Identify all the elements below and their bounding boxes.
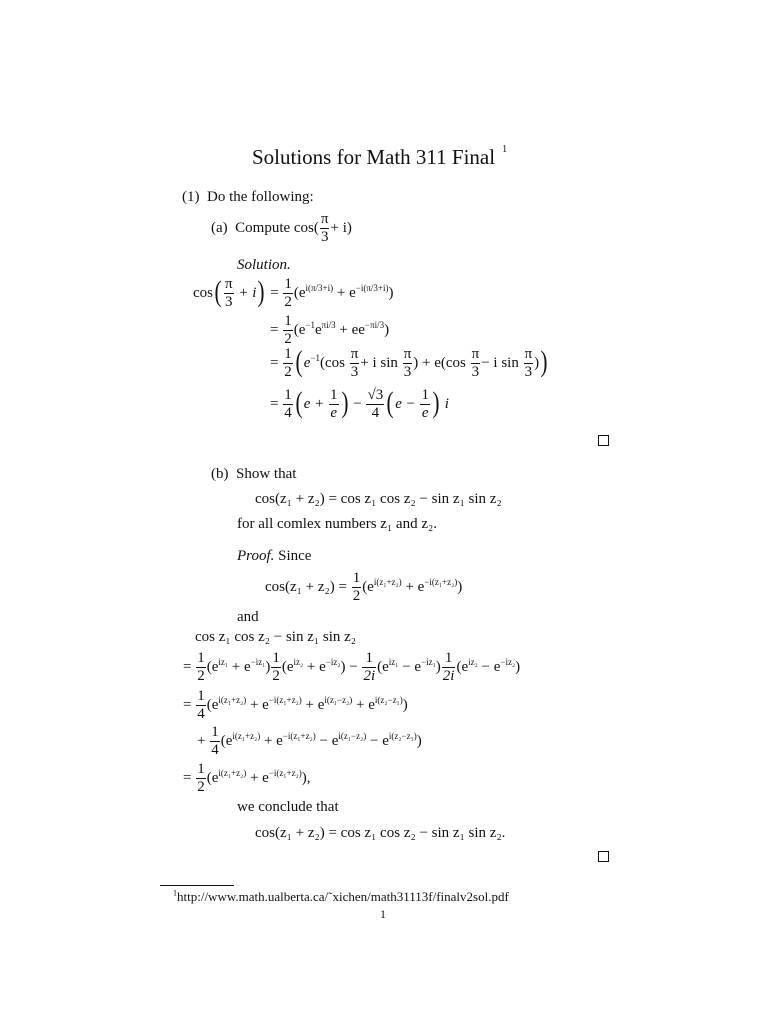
proof-since-equation: cos(z₁ + z₂) = $\frac{1}{2}$ $(e^{i(z_1+z_2)} + e^{-i(z_1+z_2)})$ <box>265 570 463 604</box>
footnote-rule <box>160 885 234 886</box>
proof-label: Proof. Since <box>237 548 312 564</box>
forall-statement: for all comlex numbers z₁ and z₂. <box>237 516 437 532</box>
solution-label: Solution. <box>237 257 291 273</box>
proof-line-1: = $\frac{1}{2}$ $(e^{iz_1} + e^{-iz_1})$ $\frac{1}{2}$ $(e^{iz_2} + e^{-iz_2})$ − $\frac{1}{2i}$ $(e^{iz_1} - e^{-iz_1})$ $\frac{1}{2i}$ $(e^{iz_2} - e^{-iz_2})$ <box>183 650 521 684</box>
proof-rhs-head: cos z₁ cos z₂ − sin z₁ sin z₂ <box>195 629 357 645</box>
solution-line-2: = $\frac{1}{2}$ $(e^{-1}e^{\pi i/3} + ee^{-\pi i/3})$ <box>270 313 390 347</box>
proof-conclude: we conclude that <box>237 799 339 815</box>
qed-box <box>598 851 609 862</box>
solution-line-4: = $\frac{1}{4}$ ( e + $\frac{1}{e}$ ) − $\frac{√3}{4}$ ( e − $\frac{1}{e}$ ) i <box>270 386 449 421</box>
problem-1b: (b) Show that <box>211 466 297 482</box>
footnote-url[interactable]: http://www.math.ualberta.ca/˜xichen/math31113f/finalv2sol.pdf <box>177 889 509 904</box>
identity-statement: cos(z₁ + z₂) = cos z₁ cos z₂ − sin z₁ sin z₂ <box>255 491 502 507</box>
title-footnote-mark: 1 <box>502 144 508 155</box>
proof-line-2: = $\frac{1}{4}$ $(e^{i(z_1+z_2)} + e^{-i(z_1+z_2)} + e^{i(z_1-z_2)} + e^{i(z_2-z_1)})$ <box>183 688 408 722</box>
footnote: $^1$http://www.math.ualberta.ca/˜xichen/math31113f/finalv2sol.pdf <box>173 888 509 904</box>
page-number: 1 <box>380 907 386 921</box>
proof-line-3: + $\frac{1}{4}$ $(e^{i(z_1+z_2)} + e^{-i(z_1+z_2)} - e^{i(z_1-z_2)} - e^{i(z_2-z_1)})$ <box>197 724 422 758</box>
problem-1a: (a) Compute cos( $\frac{\pi}{3}$ + i) <box>211 211 352 245</box>
solution-line-3: = $\frac{1}{2}$ ( $e^{-1}(\cos$ $\frac{\pi}{3}$ + i sin $\frac{\pi}{3}$ ) + e(cos $\frac{\pi}{3}$ − i sin $\frac{\pi}{3}$ )) <box>270 345 548 380</box>
proof-and: and <box>237 609 259 625</box>
identity-conclusion: cos(z₁ + z₂) = cos z₁ cos z₂ − sin z₁ sin z₂. <box>255 825 506 841</box>
solution-line-1: cos( $\frac{\pi}{3}$ + i) = $\frac{1}{2}$ $(e^{i(\pi/3+i)} + e^{-i(\pi/3+i)})$ <box>193 275 394 310</box>
page-title: Solutions for Math 311 Final $^1$ <box>252 144 508 169</box>
problem-1: (1) Do the following: <box>182 189 314 205</box>
qed-box <box>598 435 609 446</box>
proof-line-4: = $\frac{1}{2}$ $(e^{i(z_1+z_2)} + e^{-i(z_1+z_2)})$, <box>183 761 311 795</box>
